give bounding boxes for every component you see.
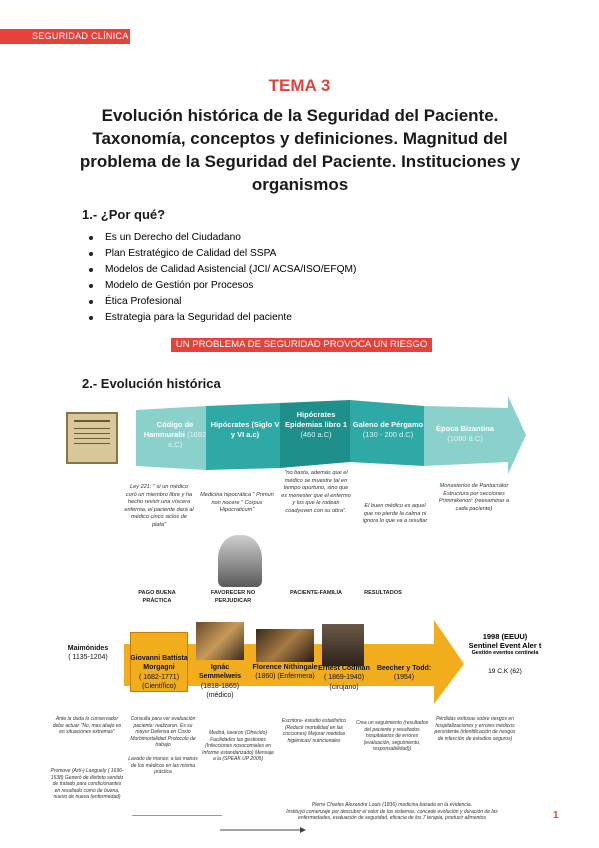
person-dates: (1954) [393,674,415,682]
caption-semmelweis: Medirá, lavaron (Ofrecido) Facilidades las gestiones (Infecciones nosocomiales en Informe estandarizado) Mensaje a la (SPEAK UP 2005) [202,730,274,763]
caption-hammurabi: Ley 221: " si un médico curó un miembro libre y ha hecho revivir una víscera enferma, el paciente dará al médico cinco siclos de plata" [124,484,194,528]
list-item: Plan Estratégico de Calidad del SSPA [88,246,356,262]
nightingale-image [256,629,314,662]
document-title [70,104,530,196]
person-name: Beecher y Todd: [376,665,432,672]
label-pago-buena-practica: PAGO BUENA PRÁCTICA [138,590,176,604]
sentinel-year: 1998 (EEUU) [482,632,528,641]
footnote-line: Pierre Charles Alexandre Louis (1836) medicina basada en la evidencia. [311,802,473,808]
person-dates: ( 1682-1771) [138,673,180,681]
footnote-line: Instituyó comenzaje por descubrir el valor de los sistemas, concede evolución y duración de las [286,808,498,815]
person-name: Giovanni Battista Morgagni [130,655,188,672]
title-line: organismos [251,175,349,194]
caption-bizantina: Monasterios de Pantocrátor Estructura por secciones Primmikeriori: (reexaminar a cada paciente) [438,483,510,512]
person-name: Florence Nithingale [252,664,318,671]
louis-footnote [240,802,544,822]
caption-beecher: Pérdidas exitosas sobre riesgos en hospitalizaciones y errores médicos persistente (identificación de riesgos de infección de estudios seguros) [434,716,516,742]
stage-hipocrates-epidemias [282,410,350,440]
person-dates: ( 1869-1940) [323,674,365,682]
section-heading-why: 1.- ¿Por qué? [82,207,166,222]
person-name: Ignác Semmelweis [198,664,242,681]
box-semmelweis [192,663,248,701]
maimonides-label [56,644,120,663]
title-line: Evolución histórica de la Seguridad del Paciente. [101,106,499,125]
label-resultados: RESULTADOS [364,590,402,596]
caption-nightingale: Escritora- estudio estadístico (Reducir mortalidad en las cocciones) Mejorar medidas higiénicas/ nutricionales [281,718,347,744]
stage-title: Hipócrates (Siglo V y VI a.c) [210,420,280,439]
stage-galeno [352,420,424,440]
list-item: Modelo de Gestión por Procesos [88,278,356,294]
reasons-list [88,230,356,326]
stage-hammurabi [140,420,210,450]
hipocrates-bust-image [218,535,262,587]
bottom-arrow-icon [220,826,310,834]
person-name: Ernest Codman [318,665,370,672]
sentinel-event-block [468,632,542,675]
stage-title: Hipócrates Epidemias libro 1 [284,410,348,429]
caption-hipocrates: Medicina hipocrática " Primun non nocere " Corpus Hipocraticum" [200,492,274,513]
semmelweis-image [196,622,244,660]
box-morgagni [130,654,188,692]
stage-bizantina [430,424,500,444]
tema-heading: TEMA 3 [268,76,331,95]
caption-morgagni-2: Lavado de manos: a las manos de los médicos en las misma práctica [128,756,198,776]
caption-morgagni: Consulta para ver evaluación paciente: realizaron. Es su mayor Defensa en Costo Morbimortalidad Protocolo de trabajo [130,716,196,749]
list-item: Ética Profesional [88,294,356,310]
person-role: (médico) [206,692,234,700]
stage-date: (1080 d.C) [447,434,483,443]
sentinel-subtitle: Gestión eventos centinela [471,650,539,656]
caption-maimonides: Ante la duda lo conservador debe actuar "No, mas abajo es en situaciones extremas" [52,716,122,736]
section-heading-history: 2.- Evolución histórica [82,376,221,391]
list-item: Modelos de Calidad Asistencial (JCI/ ACSA/ISO/EFQM) [88,262,356,278]
person-dates: (1818-1865) [200,682,240,690]
person-role: (Científico) [142,683,176,691]
sentinel-ref: 19 C.K (62) [488,668,522,675]
person-dates: ( 1135-1204) [68,654,108,662]
title-line: problema de la Seguridad del Paciente. Instituciones y [79,152,521,171]
person-role: (cirujano) [329,683,359,691]
stage-title: Época Bizantina [436,424,494,433]
person-name: Maimónides [67,645,109,652]
box-codman [316,664,372,692]
hammurabi-code-image [66,412,118,464]
header-section-tag: SEGURIDAD CLÍNICA [0,29,130,44]
caption-maimonides-2: Promove (Artí-) Languely ( 1696-1538) Generó de distinto sentido de tratado para condicionantes en resultado como de buena, nuevo de nueva (enfermedad) [50,768,124,801]
codman-portrait-image [322,624,364,666]
caption-codman: Crea un seguimiento (resultados del paciente y resultados hospitalarios de errores (evaluación, seguimiento, responsabilidad)) [355,720,429,753]
box-beecher-todd [374,664,434,683]
caption-epidemias: "no basta, además que el médico se muestre tal en tiempo oportuno, sino que es menester que el enfermo y los que le rodean coadyuven con su obra". [281,470,351,514]
risk-banner: UN PROBLEMA DE SEGURIDAD PROVOCA UN RIESGO [171,338,432,352]
person-dates: (1860) (Enfermera) [255,673,315,681]
list-item: Es un Derecho del Ciudadano [88,230,356,246]
label-paciente-familia: PACIENTE-FAMILIA [289,590,343,596]
stage-title: Galeno de Pérgamo [352,420,424,429]
stage-date: (1692 a.C) [167,430,207,449]
stage-date: (460 a.C) [300,430,332,439]
stage-hipocrates [210,420,280,440]
box-nightingale [252,663,318,682]
page-number: 1 [553,810,559,821]
list-item: Estrategia para la Seguridad del paciente [88,310,356,326]
stage-title: Código de Hammurabi [143,420,194,439]
footnote-line: enfermedades, evaluación de seguridad, eficacia de los 7 terapia, producir alimentos [298,815,486,822]
caption-galeno: El buen médico es aquel que no pierde la calma ni ignora lo que va a resultar [362,503,428,524]
sentinel-title: Sentinel Event Aler t [468,641,542,650]
label-favorecer-no-perjudicar: FAVORECER NO PERJUDICAR [210,590,256,604]
stage-date: (130 - 200 d.C) [362,430,414,439]
footnote-divider [132,815,222,816]
title-line: Taxonomía, conceptos y definiciones. Magnitud del [92,129,508,148]
